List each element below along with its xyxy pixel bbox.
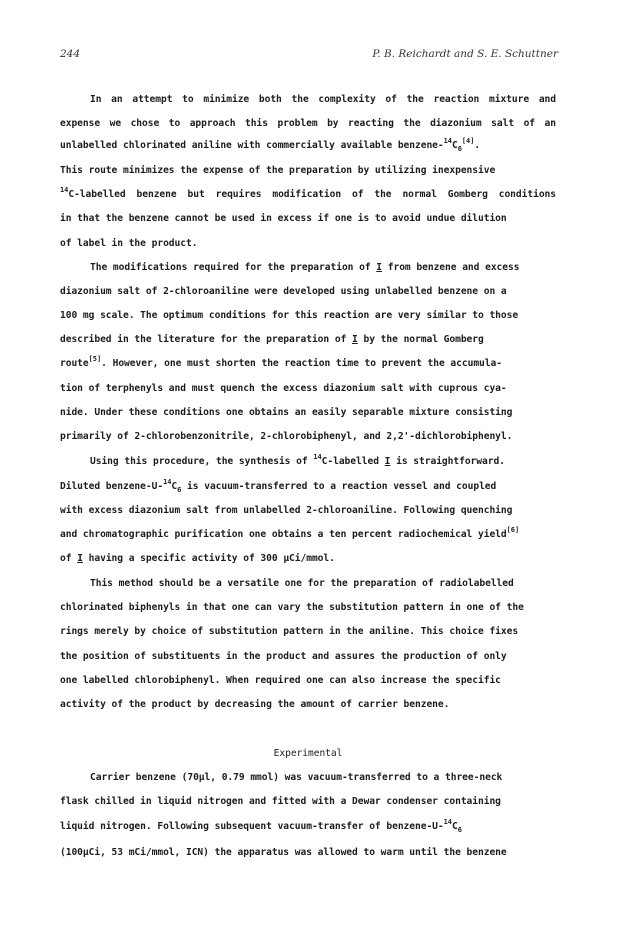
running-header-authors: P. B. Reichardt and S. E. Schuttner xyxy=(372,48,558,60)
paragraph-line: the position of substituents in the product and assures the production of only xyxy=(60,651,507,662)
paragraph-line: and chromatographic purification one obtains a ten percent radiochemical yield[6] xyxy=(60,526,520,540)
paragraph-line: (100μCi, 53 mCi/mmol, ICN) the apparatus was allowed to warm until the benzene xyxy=(60,847,507,858)
paragraph-line: The modifications required for the preparation of I from benzene and excess xyxy=(90,262,520,273)
paragraph-line: This method should be a versatile one for the preparation of radiolabelled xyxy=(90,578,514,589)
paragraph-line: flask chilled in liquid nitrogen and fitted with a Dewar condenser containing xyxy=(60,796,501,807)
paragraph-line: nide. Under these conditions one obtains an easily separable mixture consisting xyxy=(60,407,513,418)
paragraph-line: unlabelled chlorinated aniline with commercially available benzene-$^{14}C_6[4]$. xyxy=(60,137,481,153)
paragraph-line: of I having a specific activity of 300 μCi/mmol. xyxy=(60,553,335,564)
paragraph-line: $^{14}$C-labelled benzene but requires modification of the normal Gomberg conditions xyxy=(60,186,556,200)
paragraph-line: of label in the product. xyxy=(60,238,198,249)
paragraph-line: Diluted benzene-$U-^{14}C_6$ is vacuum-transferred to a reaction vessel and coupled xyxy=(60,478,497,494)
paragraph-line: route[5]. However, one must shorten the reaction time to prevent the accumula- xyxy=(60,355,502,369)
paragraph-line: chlorinated biphenyls in that one can vary the substitution pattern in one of the xyxy=(60,602,524,613)
paragraph-line: primarily of 2-chlorobenzonitrile, 2-chlorobiphenyl, and 2,2'-dichlorobiphenyl. xyxy=(60,431,513,442)
paragraph-line: expense we chose to approach this problem by reacting the diazonium salt of an xyxy=(60,118,556,129)
paragraph-line: Carrier benzene (70μl, 0.79 mmol) was vacuum-transferred to a three-neck xyxy=(90,772,503,783)
paragraph-line: In an attempt to minimize both the complexity of the reaction mixture and xyxy=(90,94,556,105)
section-heading: Experimental xyxy=(273,748,343,759)
page-number: 244 xyxy=(60,48,81,60)
paragraph-line: tion of terphenyls and must quench the excess diazonium salt with cuprous cya- xyxy=(60,383,507,394)
paragraph-line: diazonium salt of 2-chloroaniline were developed using unlabelled benzene on a xyxy=(60,286,507,297)
paragraph-line: rings merely by choice of substitution pattern in the aniline. This choice fixes xyxy=(60,626,519,637)
paragraph-line: one labelled chlorobiphenyl. When required one can also increase the specific xyxy=(60,675,501,686)
paragraph-line: activity of the product by decreasing the amount of carrier benzene. xyxy=(60,699,450,710)
paragraph-line: described in the literature for the preparation of I by the normal Gomberg xyxy=(60,334,484,345)
paragraph-line: in that the benzene cannot be used in excess if one is to avoid undue dilution xyxy=(60,213,507,224)
paragraph-line: with excess diazonium salt from unlabelled 2-chloroaniline. Following quenching xyxy=(60,505,513,516)
paragraph-line: This route minimizes the expense of the preparation by utilizing inexpensive xyxy=(60,165,496,176)
paragraph-line: liquid nitrogen. Following subsequent vacuum-transfer of benzene-$U-^{14}C_6$ xyxy=(60,818,462,834)
paragraph-line: 100 mg scale. The optimum conditions for this reaction are very similar to those xyxy=(60,310,519,321)
paragraph-line: Using this procedure, the synthesis of $^{14}$C-labelled I is straightforward. xyxy=(90,453,505,467)
